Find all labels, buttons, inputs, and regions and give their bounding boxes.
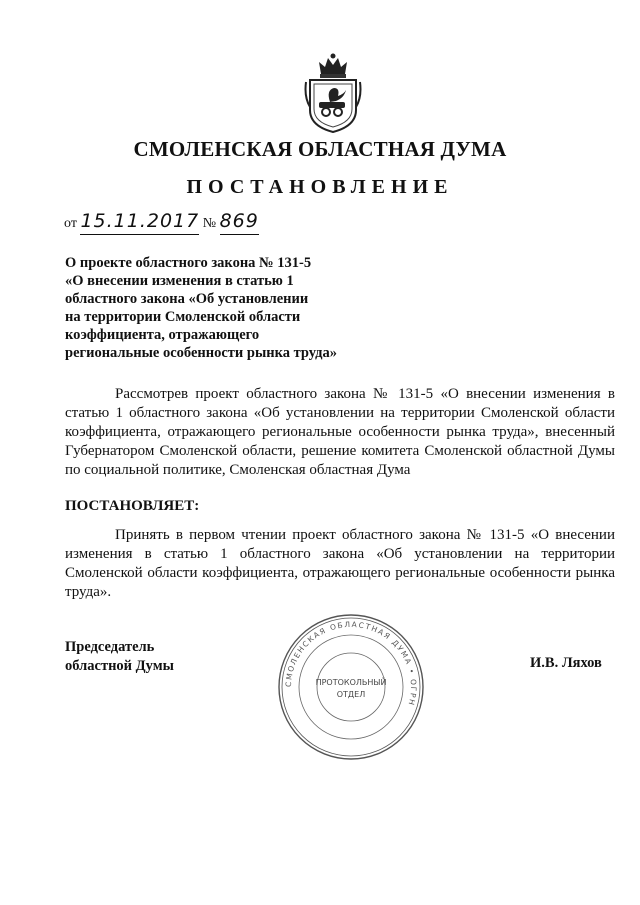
preamble-paragraph: Рассмотрев проект областного закона № 131-5 «О внесении изменения в статью 1 областного закона «Об установлении на территории Смоленской области коэффициента, отражающего региональные особенности рынка труда», внесенный Губернатором Смоленской области, решение комитета Смоленской областной Думы по социальной политике, Смоленская областная Дума [65, 386, 615, 478]
coat-of-arms-emblem [304, 52, 362, 134]
signatory-title-line: областной Думы [65, 658, 174, 674]
signatory-title-line: Председатель [65, 639, 155, 655]
number-field [220, 211, 259, 235]
seal-ring-text: СМОЛЕНСКАЯ ОБЛАСТНАЯ ДУМА • ОГРН [283, 619, 419, 708]
resolves-heading: ПОСТАНОВЛЯЕТ: [65, 498, 200, 514]
number-value: 869 [219, 210, 259, 232]
number-prefix: № [202, 216, 217, 231]
date-number-line [64, 211, 259, 235]
subject-line: региональные особенности рынка труда» [65, 345, 337, 361]
date-prefix: от [64, 216, 77, 231]
date-field [80, 211, 199, 235]
signatory-title [65, 638, 174, 676]
signatory-name: И.В. Ляхов [530, 655, 602, 671]
official-seal [276, 612, 426, 762]
subject-line: на территории Смоленской области [65, 309, 301, 325]
document-type-title: ПОСТАНОВЛЕНИЕ [186, 176, 454, 198]
subject-line: коэффициента, отражающего [65, 327, 260, 343]
decision-paragraph: Принять в первом чтении проект областного закона № 131-5 «О внесении изменения в статью 1 областного закона «Об установлении на территории Смоленской области коэффициента, отражающего региональные особенности рынка труда». [65, 527, 615, 600]
subject-line: «О внесении изменения в статью 1 [65, 273, 294, 289]
subject-line: О проекте областного закона № 131-5 [65, 255, 312, 271]
subject-block [65, 254, 395, 362]
organization-title: СМОЛЕНСКАЯ ОБЛАСТНАЯ ДУМА [133, 137, 507, 161]
seal-center-text-line: ПРОТОКОЛЬНЫЙ [315, 678, 387, 687]
seal-center-text-line: ОТДЕЛ [336, 690, 366, 699]
subject-line: областного закона «Об установлении [65, 291, 309, 307]
date-value: 15.11.2017 [80, 210, 200, 232]
